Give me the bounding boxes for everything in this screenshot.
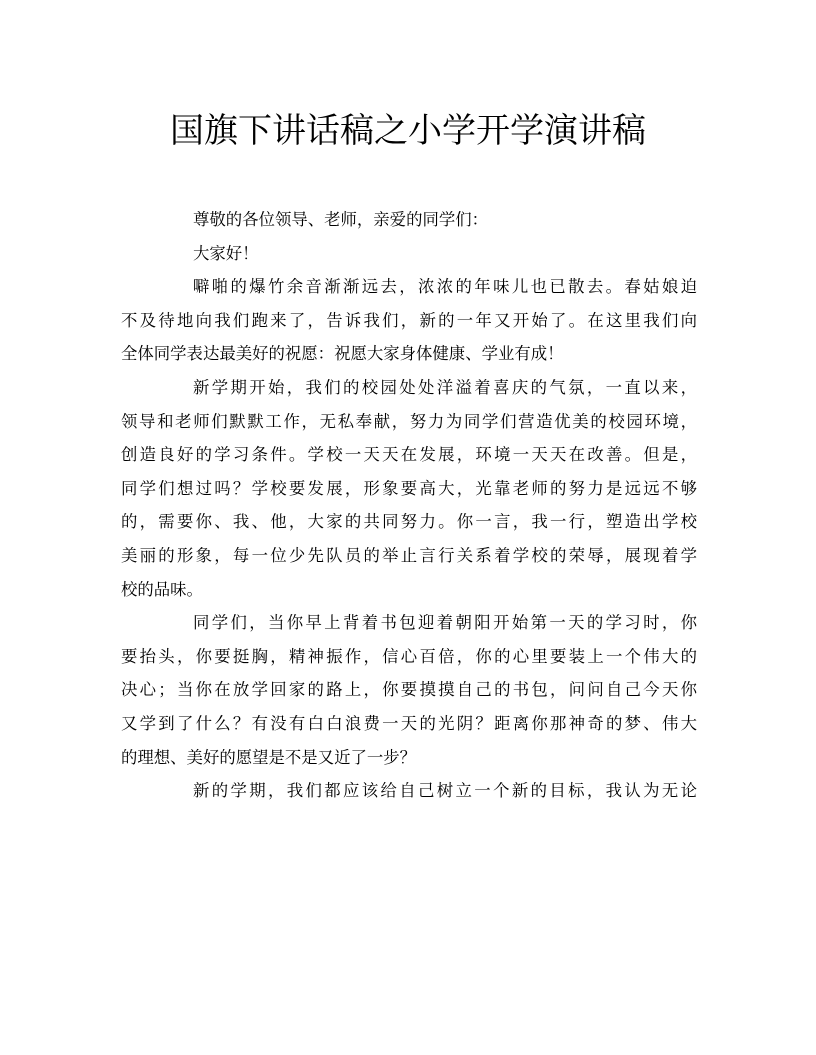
paragraph-greeting [121,237,697,271]
text-line: 新学期开始，我们的校园处处洋溢着喜庆的气氛，一直以来， [193,377,697,397]
document-title: 国旗下讲话稿之小学开学演讲稿 [170,111,646,151]
text-line: 尊敬的各位领导、老师，亲爱的同学们： [193,210,489,229]
document-body [121,203,697,808]
text-line: 同学们想过吗？学校要发展，形象要高大，光靠老师的努力是远远不够 [121,478,697,498]
text-line: 噼啪的爆竹余音渐渐远去，浓浓的年味儿也已散去。春姑娘迫 [193,277,697,297]
paragraph-new-year [121,270,697,371]
text-line: 大家好！ [193,243,259,263]
text-line: 的，需要你、我、他，大家的共同努力。你一言，我一行，塑造出学校 [121,512,697,532]
text-line: 决心；当你在放学回家的路上，你要摸摸自己的书包，问问自己今天你 [121,680,697,700]
text-line: 的理想、美好的愿望是不是又近了一步？ [121,747,417,767]
paragraph-daily-study [121,606,697,774]
text-line: 全体同学表达最美好的祝愿：祝愿大家身体健康、学业有成！ [121,344,564,364]
paragraph-school-image [121,371,697,606]
text-line: 校的品味。 [121,579,203,599]
text-line: 新的学期，我们都应该给自己树立一个新的目标，我认为无论 [193,781,697,801]
paragraph-salutation [121,203,697,237]
text-line: 要抬头，你要挺胸，精神振作，信心百倍，你的心里要装上一个伟大的 [121,646,697,666]
text-line: 领导和老师们默默工作，无私奉献，努力为同学们营造优美的校园环境， [121,411,697,431]
text-line: 又学到了什么？有没有白白浪费一天的光阴？距离你那神奇的梦、伟大 [121,713,697,733]
text-line: 不及待地向我们跑来了，告诉我们，新的一年又开始了。在这里我们向 [121,310,697,330]
text-line: 创造良好的学习条件。学校一天天在发展，环境一天天在改善。但是， [121,445,697,465]
paragraph-new-goal [121,774,697,808]
text-line: 同学们，当你早上背着书包迎着朝阳开始第一天的学习时，你 [193,613,697,633]
text-line: 美丽的形象，每一位少先队员的举止言行关系着学校的荣辱，展现着学 [121,545,697,565]
